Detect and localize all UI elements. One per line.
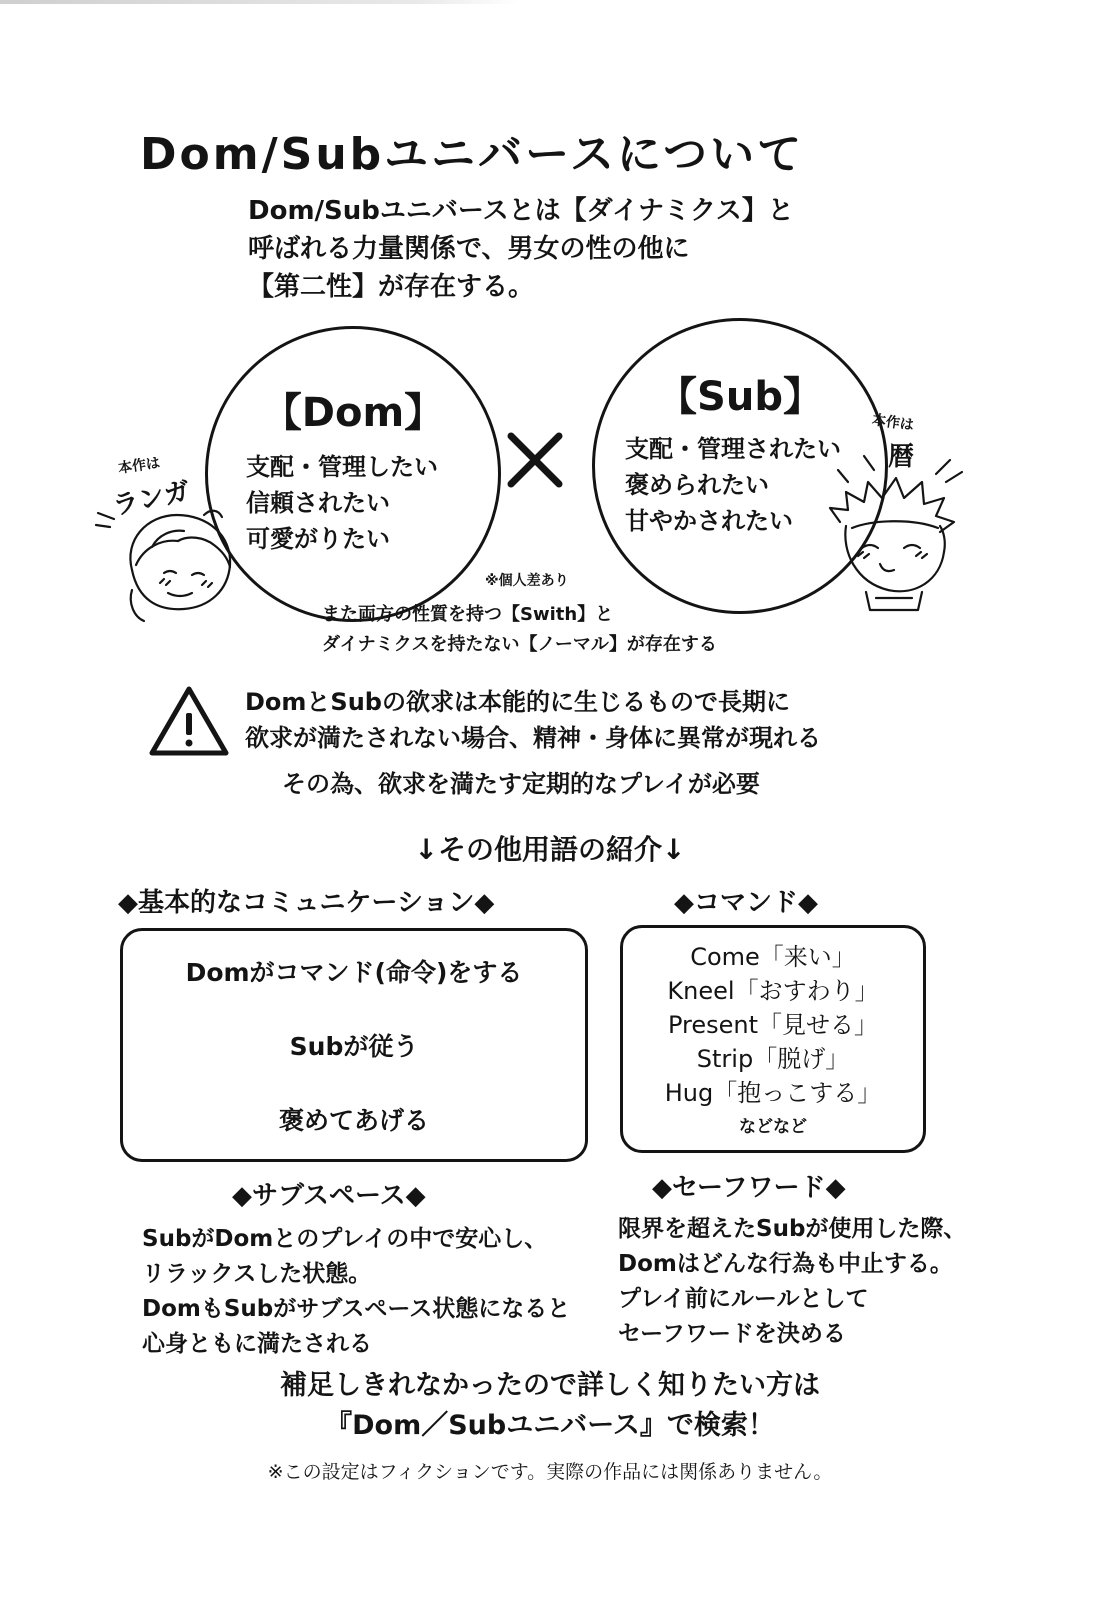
- closing-line: 『Dom／Subユニバース』で検索！: [325, 1410, 775, 1441]
- intro-text: [248, 192, 948, 306]
- warning-text: [245, 684, 821, 756]
- command-item: Come「来い」: [690, 943, 856, 971]
- subspace-line: 心身ともに満たされる: [142, 1331, 372, 1357]
- basic-communication-heading: ◆基本的なコミュニケーション◆: [118, 888, 495, 918]
- command-item: Hug「抱っこする」: [664, 1079, 882, 1107]
- command-item: Kneel「おすわり」: [667, 977, 879, 1005]
- communication-step: Domがコマンド(命令)をする: [185, 958, 523, 987]
- subspace-heading: ◆サブスペース◆: [232, 1181, 426, 1211]
- subspace-line: SubがDomとのプレイの中で安心し、: [142, 1226, 548, 1252]
- other-terms-heading: ↓その他用語の紹介↓: [414, 833, 686, 866]
- subspace-line: DomもSubがサブスペース状態になると: [142, 1296, 571, 1322]
- command-item: Present「見せる」: [667, 1011, 879, 1039]
- safeword-line: セーフワードを決める: [618, 1321, 846, 1347]
- langa-chibi-illustration: [92, 495, 252, 625]
- safeword-text: [618, 1212, 966, 1352]
- other-types-line: また両方の性質を持つ【Swith】と: [322, 604, 614, 625]
- dom-traits: [246, 449, 438, 557]
- subspace-line: リラックスした状態。: [142, 1261, 372, 1287]
- basic-communication-box: [120, 928, 588, 1162]
- command-item: Strip「脱げ」: [696, 1045, 850, 1073]
- individual-difference-note: ※個人差あり: [485, 573, 569, 589]
- dom-trait: 可愛がりたい: [246, 525, 390, 553]
- dom-trait: 支配・管理したい: [246, 453, 438, 481]
- commands-heading: ◆コマンド◆: [674, 888, 818, 918]
- reki-chibi-illustration: [812, 452, 972, 622]
- left-character-name: ランガ: [110, 476, 193, 522]
- fiction-disclaimer: ※この設定はフィクションです。実際の作品には関係ありません。: [267, 1461, 833, 1483]
- left-character-caption: 本作は: [117, 455, 162, 477]
- commands-etc: などなど: [739, 1117, 807, 1137]
- intro-line: Dom/Subユニバースとは【ダイナミクス】と: [248, 196, 794, 226]
- safeword-line: 限界を超えたSubが使用した際、: [618, 1216, 967, 1242]
- warning-line: DomとSubの欲求は本能的に生じるもので長期に: [245, 688, 790, 716]
- communication-step: 褒めてあげる: [278, 1106, 429, 1135]
- subspace-text: [142, 1222, 570, 1362]
- intro-line: 呼ばれる力量関係で、男女の性の他に: [248, 234, 690, 264]
- dom-heading: 【Dom】: [261, 390, 445, 436]
- need-play-text: その為、欲求を満たす定期的なプレイが必要: [282, 770, 760, 798]
- sub-trait: 甘やかされたい: [625, 507, 793, 535]
- safeword-line: プレイ前にルールとして: [618, 1286, 869, 1312]
- closing-text: [0, 1366, 1100, 1446]
- safeword-heading: ◆セーフワード◆: [652, 1173, 846, 1203]
- communication-step: Subが従う: [289, 1032, 419, 1061]
- page-edge-shadow: [0, 0, 520, 4]
- sub-trait: 支配・管理されたい: [625, 435, 841, 463]
- dom-trait: 信頼されたい: [246, 489, 390, 517]
- intro-line: 【第二性】が存在する。: [248, 272, 535, 302]
- safeword-line: Domはどんな行為も中止する。: [618, 1251, 953, 1277]
- right-character-name: 暦: [888, 442, 915, 472]
- other-types-note: [322, 600, 717, 660]
- cross-icon: [505, 430, 565, 490]
- sub-heading: 【Sub】: [657, 374, 823, 420]
- warning-line: 欲求が満たされない場合、精神・身体に異常が現れる: [245, 724, 821, 752]
- closing-line: 補足しきれなかったので詳しく知りたい方は: [280, 1370, 820, 1401]
- right-character-caption: 本作は: [870, 412, 915, 434]
- commands-box: [620, 925, 926, 1153]
- warning-icon: [148, 683, 230, 757]
- page-title: Dom/Subユニバースについて: [140, 129, 805, 180]
- sub-trait: 褒められたい: [625, 471, 769, 499]
- sub-traits: [625, 431, 841, 539]
- other-types-line: ダイナミクスを持たない【ノーマル】が存在する: [322, 634, 717, 655]
